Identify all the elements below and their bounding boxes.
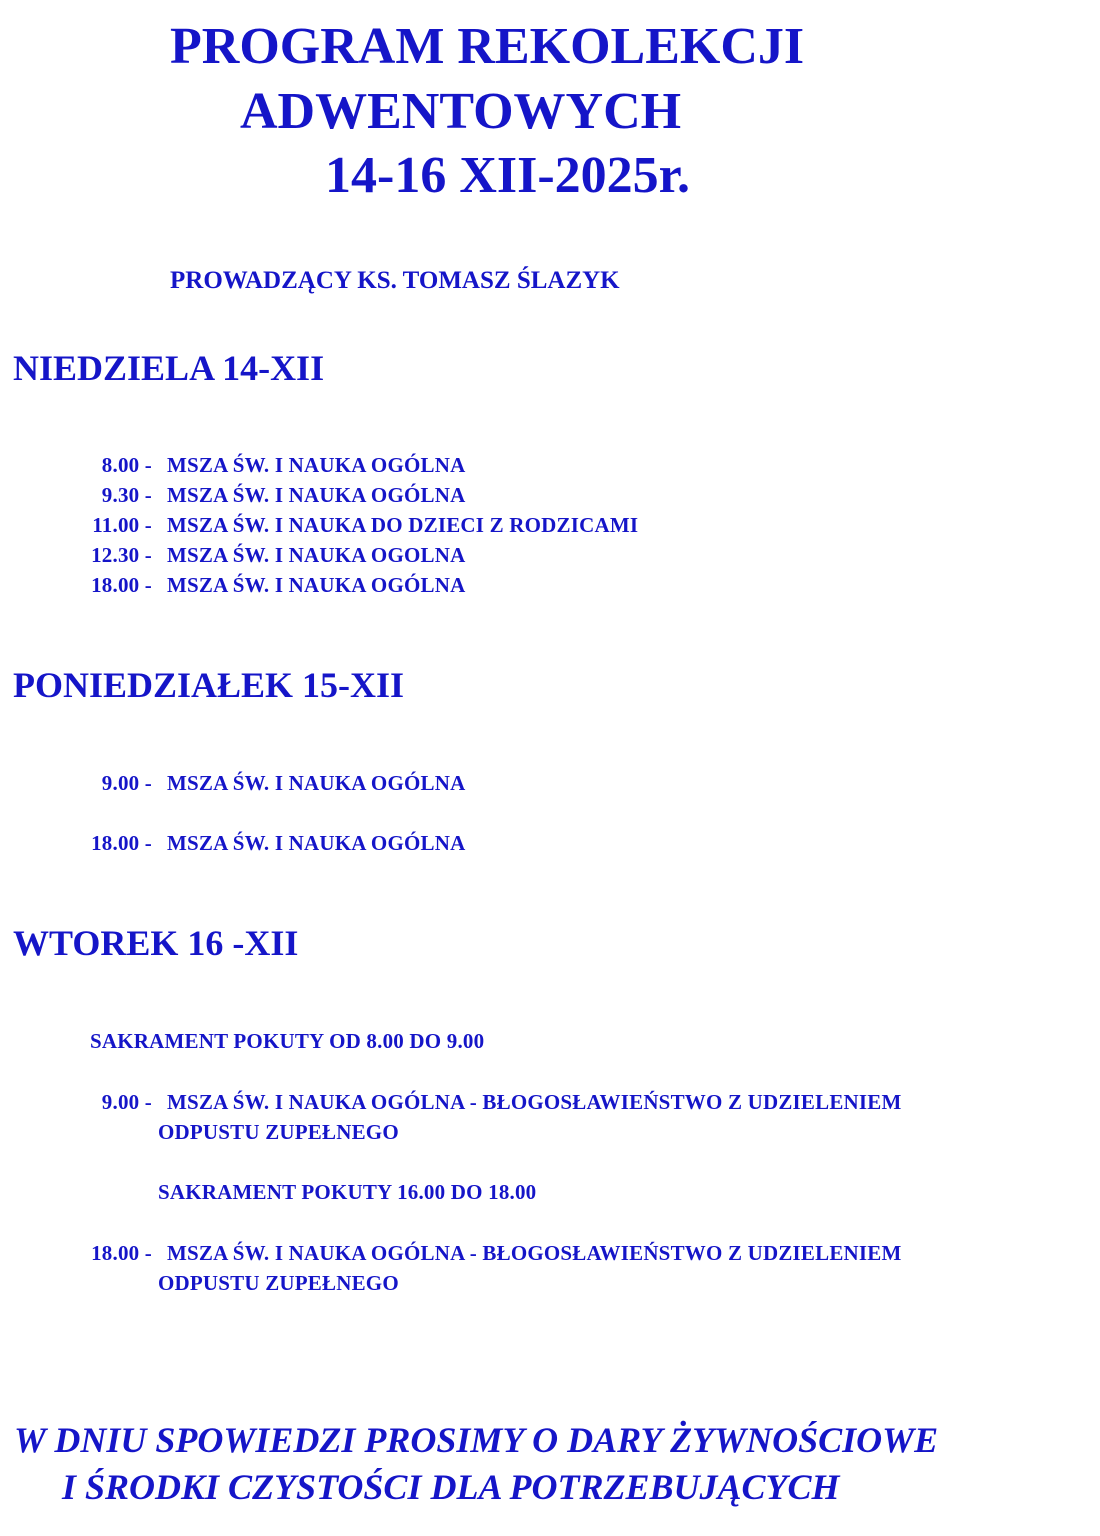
leader-line: PROWADZĄCY KS. TOMASZ ŚLAZYK <box>170 267 620 294</box>
tuesday-item-text: MSZA ŚW. I NAUKA OGÓLNA - BŁOGOSŁAWIEŃSTWO Z UDZIELENIEM <box>167 1090 902 1114</box>
tuesday-item-time: 18.00 - <box>91 1241 152 1265</box>
title-line-1: PROGRAM REKOLEKCJI <box>170 18 805 75</box>
sunday-item-text: MSZA ŚW. I NAUKA OGOLNA <box>167 543 466 567</box>
monday-item-time: 9.00 - <box>101 771 152 795</box>
tuesday-item-time: 9.00 - <box>101 1090 152 1114</box>
tuesday-item-continuation: ODPUSTU ZUPEŁNEGO <box>158 1120 399 1144</box>
monday-item-text: MSZA ŚW. I NAUKA OGÓLNA <box>167 831 466 855</box>
monday-heading: PONIEDZIAŁEK 15-XII <box>13 665 405 705</box>
sunday-item-time: 8.00 - <box>101 453 152 477</box>
sunday-item-time: 9.30 - <box>101 483 152 507</box>
sunday-heading: NIEDZIELA 14-XII <box>13 348 325 388</box>
tuesday-heading: WTOREK 16 -XII <box>13 923 299 963</box>
sunday-item-time: 18.00 - <box>91 573 152 597</box>
sunday-item-text: MSZA ŚW. I NAUKA OGÓLNA <box>167 483 466 507</box>
title-line-2: ADWENTOWYCH <box>240 83 682 140</box>
sunday-item-text: MSZA ŚW. I NAUKA OGÓLNA <box>167 573 466 597</box>
sunday-item-time: 12.30 - <box>91 543 152 567</box>
footer-line-1: W DNIU SPOWIEDZI PROSIMY O DARY ŻYWNOŚCIOWE <box>14 1420 939 1460</box>
footer-line-2: I ŚRODKI CZYSTOŚCI DLA POTRZEBUJĄCYCH <box>62 1467 840 1507</box>
sunday-item-text: MSZA ŚW. I NAUKA DO DZIECI Z RODZICAMI <box>167 513 639 537</box>
tuesday-confession-afternoon: SAKRAMENT POKUTY 16.00 DO 18.00 <box>158 1180 537 1204</box>
monday-item-time: 18.00 - <box>91 831 152 855</box>
tuesday-item-text: MSZA ŚW. I NAUKA OGÓLNA - BŁOGOSŁAWIEŃSTWO Z UDZIELENIEM <box>167 1241 902 1265</box>
title-line-3: 14-16 XII-2025r. <box>325 147 690 204</box>
sunday-item-time: 11.00 - <box>92 513 152 537</box>
sunday-item-text: MSZA ŚW. I NAUKA OGÓLNA <box>167 453 466 477</box>
tuesday-confession-morning: SAKRAMENT POKUTY OD 8.00 DO 9.00 <box>90 1029 485 1053</box>
monday-item-text: MSZA ŚW. I NAUKA OGÓLNA <box>167 771 466 795</box>
tuesday-item-continuation: ODPUSTU ZUPEŁNEGO <box>158 1271 399 1295</box>
